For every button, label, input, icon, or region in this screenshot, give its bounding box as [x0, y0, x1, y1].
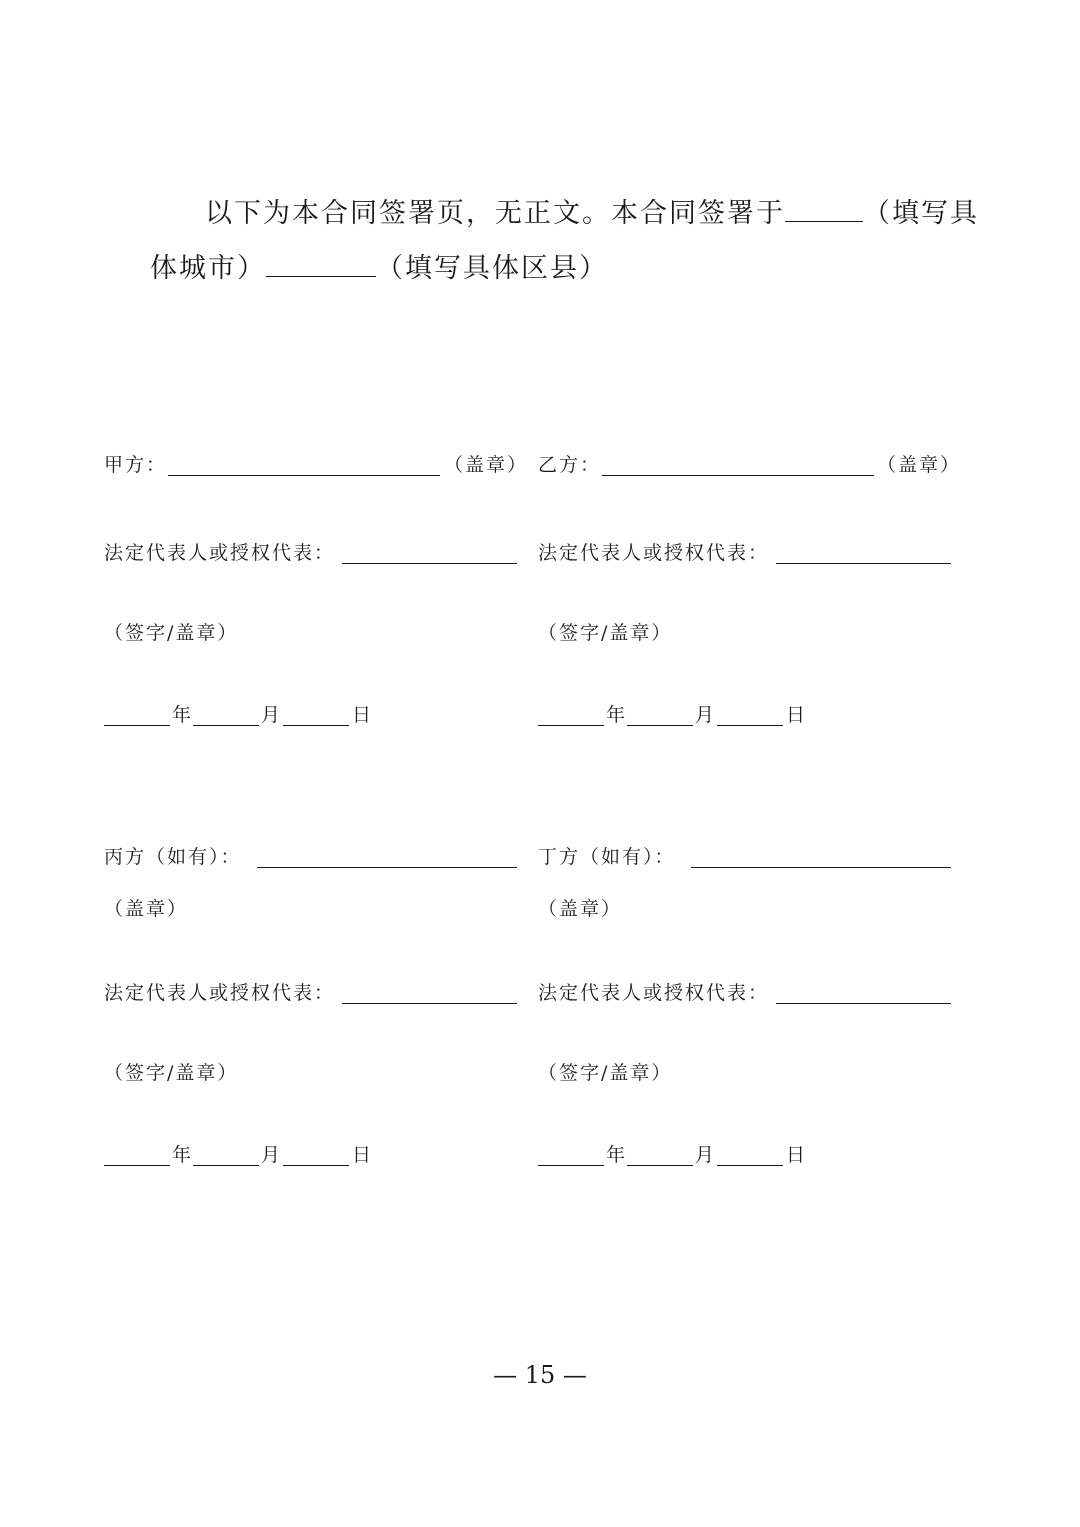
party-b-rep-blank[interactable] [776, 563, 951, 564]
party-d-day: 日 [786, 1144, 808, 1166]
intro-line-2 [150, 255, 608, 282]
party-b-year: 年 [606, 704, 628, 726]
intro-text-end-2: （填写具体区县） [376, 253, 608, 284]
party-b-sign-note: （签字/盖章） [538, 622, 673, 644]
intro-line-1 [205, 200, 979, 227]
party-c-name-blank[interactable] [257, 867, 517, 868]
party-a-sign-note: （签字/盖章） [104, 622, 239, 644]
party-b-day: 日 [786, 704, 808, 726]
party-d-month: 月 [695, 1144, 717, 1166]
party-d-rep-label: 法定代表人或授权代表： [538, 982, 770, 1004]
intro-text-start-2: 体城市） [150, 253, 266, 284]
party-d-label: 丁方（如有）： [538, 846, 676, 868]
party-b-day-blank[interactable] [717, 725, 783, 726]
party-a-year-blank[interactable] [104, 725, 170, 726]
party-c-sign-note: （签字/盖章） [104, 1062, 239, 1084]
city-blank[interactable] [785, 220, 863, 222]
party-a-seal: （盖章） [444, 454, 529, 476]
party-a-year: 年 [172, 704, 194, 726]
party-d-sign-note: （签字/盖章） [538, 1062, 673, 1084]
party-d-seal: （盖章） [538, 898, 623, 920]
party-d-name-blank[interactable] [691, 867, 951, 868]
party-c-month-blank[interactable] [193, 1165, 259, 1166]
party-b-rep-label: 法定代表人或授权代表： [538, 542, 770, 564]
intro-text-start: 以下为本合同签署页，无正文。本合同签署于 [205, 198, 785, 229]
party-b-seal: （盖章） [877, 454, 962, 476]
party-c-label: 丙方（如有）： [104, 846, 242, 868]
party-c-seal: （盖章） [104, 898, 189, 920]
party-c-day-blank[interactable] [283, 1165, 349, 1166]
party-a-rep-label: 法定代表人或授权代表： [104, 542, 336, 564]
party-a-name-blank[interactable] [168, 475, 440, 476]
party-c-rep-blank[interactable] [342, 1003, 517, 1004]
party-b-name-blank[interactable] [602, 475, 874, 476]
party-a-month-blank[interactable] [193, 725, 259, 726]
party-d-year-blank[interactable] [538, 1165, 604, 1166]
party-b-month: 月 [695, 704, 717, 726]
party-a-day-blank[interactable] [283, 725, 349, 726]
party-d-rep-blank[interactable] [776, 1003, 951, 1004]
party-b-month-blank[interactable] [627, 725, 693, 726]
party-c-year: 年 [172, 1144, 194, 1166]
district-blank[interactable] [266, 275, 376, 277]
party-d-year: 年 [606, 1144, 628, 1166]
party-d-day-blank[interactable] [717, 1165, 783, 1166]
party-a-day: 日 [352, 704, 374, 726]
party-b-label: 乙方： [538, 454, 602, 476]
party-d-month-blank[interactable] [627, 1165, 693, 1166]
party-c-rep-label: 法定代表人或授权代表： [104, 982, 336, 1004]
party-c-month: 月 [261, 1144, 283, 1166]
party-a-rep-blank[interactable] [342, 563, 517, 564]
party-b-year-blank[interactable] [538, 725, 604, 726]
party-a-label: 甲方： [104, 454, 168, 476]
intro-text-end: （填写具 [863, 198, 979, 229]
party-a-month: 月 [261, 704, 283, 726]
party-c-day: 日 [352, 1144, 374, 1166]
party-c-year-blank[interactable] [104, 1165, 170, 1166]
page-number: — 15 — [493, 1361, 587, 1389]
